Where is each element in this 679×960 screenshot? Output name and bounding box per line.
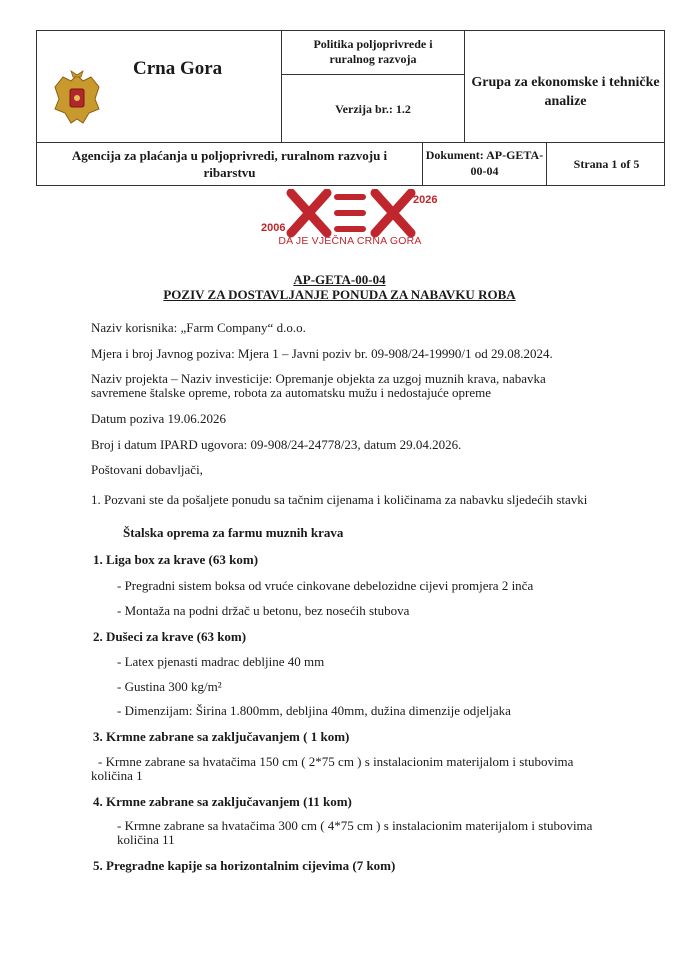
policy-line-2: ruralnog razvoja <box>329 52 417 66</box>
item-heading: 1. Liga box za krave (63 kom) <box>93 552 259 567</box>
section-heading: Štalska oprema za farmu muznih krava <box>123 525 344 540</box>
item-heading: 5. Pregradne kapije sa horizontalnim cijevima (7 kom) <box>93 858 396 873</box>
header-row-bottom <box>37 143 664 185</box>
group-line-1: Grupa za ekonomske i tehničke <box>471 75 660 90</box>
item-heading: 2. Dušeci za krave (63 kom) <box>93 629 247 644</box>
policy-cell <box>282 31 465 143</box>
logo-tagline: DA JE VJEČNA CRNA GORA <box>278 235 422 247</box>
project-name-line-2: savremene štalske opreme, robota za automatsku mužu i nedostajuće opreme <box>91 385 491 400</box>
coat-of-arms-icon <box>51 69 103 129</box>
agency-line-2: ribarstvu <box>203 165 256 180</box>
document-id-cell <box>423 143 547 185</box>
page-number: Strana 1 of 5 <box>573 157 640 171</box>
country-cell <box>37 31 282 143</box>
group-line-2: analize <box>544 94 587 109</box>
item-heading: 3. Krmne zabrane sa zaključavanjem ( 1 kom) <box>93 729 350 744</box>
item-line: - Gustina 300 kg/m² <box>117 679 222 694</box>
document-code: AP-GETA-00-04 <box>293 272 386 287</box>
group-cell <box>465 31 666 143</box>
document-title: POZIV ZA DOSTAVLJANJE PONUDA ZA NABAVKU ROBA <box>163 287 516 302</box>
item-line: - Krmne zabrane sa hvatačima 300 cm ( 4*75 cm ) s instalacionim materijalom i stubovima <box>117 818 593 833</box>
document-id-line-2: 00-04 <box>470 164 499 178</box>
item-line: količina 1 <box>91 768 143 783</box>
document-id-line-1: Dokument: AP-GETA- <box>425 148 544 162</box>
item-line: - Latex pjenasti madrac debljine 40 mm <box>117 654 325 669</box>
header-table <box>36 30 665 186</box>
item-line: - Montaža na podni držač u betonu, bez nosećih stubova <box>117 603 410 618</box>
logo-year-start: 2006 <box>261 222 286 234</box>
header-row-top <box>37 31 664 143</box>
item-line: - Krmne zabrane sa hvatačima 150 cm ( 2*75 cm ) s instalacionim materijalom i stubovima <box>98 754 574 769</box>
agency-line-1: Agencija za plaćanja u poljoprivredi, ruralnom razvoju i <box>71 148 388 163</box>
item-line: količina 11 <box>117 832 175 847</box>
logo-year-end: 2026 <box>413 194 438 206</box>
intro-paragraph: 1. Pozvani ste da pošaljete ponudu sa tačnim cijenama i količinama za nabavku sljedećih stavki <box>91 492 588 507</box>
call-date: Datum poziva 19.06.2026 <box>91 411 227 426</box>
item-line: - Pregradni sistem boksa od vruće cinkovane debelozidne cijevi promjera 2 inča <box>117 578 534 593</box>
measure-number: Mjera i broj Javnog poziva: Mjera 1 – Javni poziv br. 09-908/24-19990/1 od 29.08.2024. <box>91 346 553 361</box>
version-label: Verzija br.: 1.2 <box>335 102 411 116</box>
ipard-contract: Broj i datum IPARD ugovora: 09-908/24-24778/23, datum 29.04.2026. <box>91 437 462 452</box>
country-name: Crna Gora <box>133 58 223 79</box>
item-heading: 4. Krmne zabrane sa zaključavanjem (11 kom) <box>93 794 352 809</box>
beneficiary-name: Naziv korisnika: „Farm Company“ d.o.o. <box>91 320 306 335</box>
agency-cell <box>37 143 423 185</box>
greeting: Poštovani dobavljači, <box>91 462 203 477</box>
item-line: - Dimenzijam: Širina 1.800mm, debljina 40mm, dužina dimenzije odjeljaka <box>117 703 511 718</box>
policy-name <box>282 31 464 75</box>
policy-line-1: Politika poljoprivrede i <box>313 37 433 51</box>
project-name-line-1: Naziv projekta – Naziv investicije: Opremanje objekta za uzgoj muznih krava, nabavka <box>91 371 546 386</box>
